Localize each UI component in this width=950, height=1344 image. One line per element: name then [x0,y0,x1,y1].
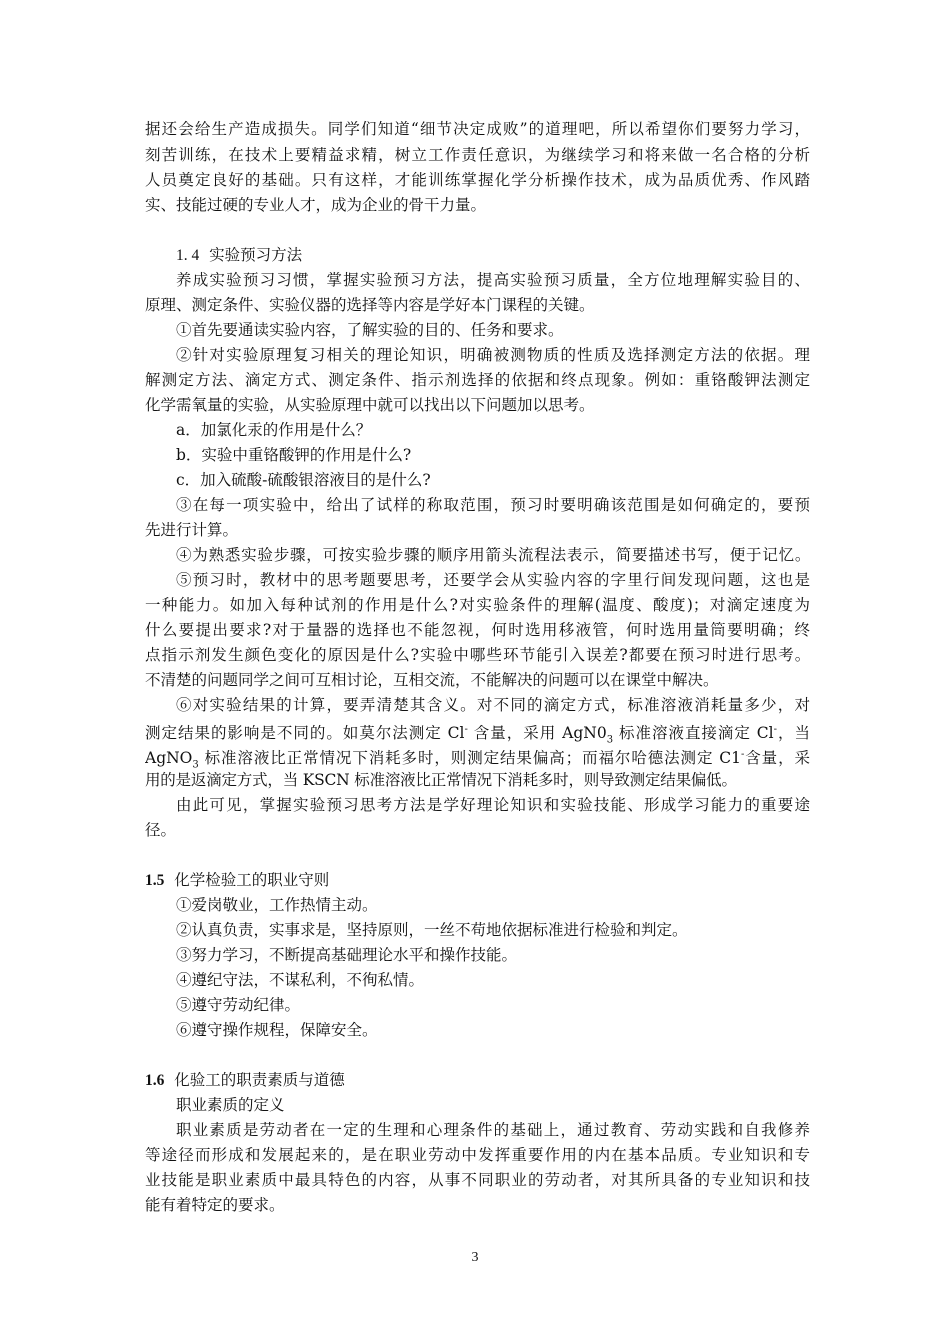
text-line: 实、技能过硬的专业人才，成为企业的骨干力量。 [145,196,487,214]
text-line: 据还会给生产造成损失。同学们知道“细节决定成败”的道理吧，所以希望你们要努力学习， [145,120,810,138]
text-line: 径。 [145,821,177,839]
subscript: 3 [606,734,614,746]
list-item: ②针对实验原理复习相关的理论知识，明确被测物质的性质及选择测定方法的依据。理 [176,346,810,364]
section-heading-1-4 [176,243,841,268]
section-number: 1.5 [145,872,165,889]
text-line: 能有着特定的要求。 [145,1196,285,1214]
text-line: 先进行计算。 [145,521,239,539]
subscript: 3 [192,759,199,771]
text-line: 业技能是职业素质中最具特色的内容，从事不同职业的劳动者，对其所具备的专业知识和技 [145,1171,810,1189]
text-run: 含量，采 [744,749,810,768]
text-line: 养成实验预习习惯，掌握实验预习方法，提高实验预习质量，全方位地理解实验目的、 [176,271,810,289]
text-line: 人员奠定良好的基础。只有这样，才能训练掌握化学分析操作技术，成为品质优秀、作风踏 [145,171,810,189]
section-heading-1-6 [145,1068,810,1093]
section-title: 化学检验工的职业守则 [174,871,330,889]
list-item: ④为熟悉实验步骤，可按实验步骤的顺序用箭头流程法表示，简要描述书写，便于记忆。 [176,546,810,564]
superscript: - [773,724,778,735]
list-item: ④遵纪守法，不谋私利，不徇私情。 [176,971,425,989]
superscript: - [464,724,468,735]
list-item: ⑤预习时，教材中的思考题要思考，还要学会从实验内容的字里行间发现问题，这也是 [176,571,810,589]
conclusion-line: 由此可见，掌握实验预习思考方法是学好理论知识和实验技能、形成学习能力的重要途 [176,796,810,814]
text-line: 什么要提出要求?对于量器的选择也不能忽视，何时选用移液管，何时选用量筒要明确；终 [145,621,810,639]
subheading: 职业素质的定义 [176,1096,285,1114]
text-line: 刻苦训练，在技术上要精益求精，树立工作责任意识，为继续学习和将来做一名合格的分析 [145,146,810,164]
superscript: - [740,749,745,760]
section-heading-1-5 [145,868,810,893]
text-run: 含量，采用 AgN0 [467,724,607,743]
list-item: ③在每一项实验中，给出了试样的称取范围，预习时要明确该范围是如何确定的，要预 [176,496,810,514]
text-line: 不清楚的问题同学之间可互相讨论，互相交流，不能解决的问题可以在课堂中解决。 [145,671,719,689]
question-b: b．实验中重铬酸钾的作用是什么? [176,446,412,464]
text-run: 标准溶液比正常情况下消耗多时，则测定结果偏高；而福尔哈德法测定 C1 [198,749,741,768]
text-line: 一种能力。如加入每种试剂的作用是什么?对实验条件的理解(温度、酸度)；对滴定速度为 [145,596,810,614]
list-item: ①首先要通读实验内容，了解实验的目的、任务和要求。 [176,321,564,339]
list-item: ③努力学习，不断提高基础理论水平和操作技能。 [176,946,518,964]
text-run: 测定结果的影响是不同的。如莫尔法测定 Cl [145,724,465,743]
section-number: 1. 4 [176,247,200,264]
text-run: ，当 [777,724,810,743]
page-number: 3 [471,1250,479,1265]
question-a: a．加氯化汞的作用是什么？ [176,421,372,439]
section-title: 实验预习方法 [209,246,303,264]
text-line: 原理、测定条件、实验仪器的选择等内容是学好本门课程的关键。 [145,296,595,314]
question-c: c．加入硫酸-硫酸银溶液目的是什么? [176,471,431,489]
list-item: ①爱岗敬业，工作热情主动。 [176,896,378,914]
text-line: 解测定方法、滴定方式、测定条件、指示剂选择的依据和终点现象。例如：重铬酸钾法测定 [145,371,810,389]
text-run: AgNO [145,749,193,768]
section-title: 化验工的职责素质与道德 [174,1071,345,1089]
section-number: 1.6 [145,1072,165,1089]
text-line: 等途径而形成和发展起来的，是在职业劳动中发挥重要作用的内在基本品质。专业知识和专 [145,1146,810,1164]
text-line: 用的是返滴定方式，当 KSCN 标准溶液比正常情况下消耗多时，则导致测定结果偏低。 [145,771,737,789]
list-item: ⑥遵守操作规程，保障安全。 [176,1021,378,1039]
list-item: ②认真负责，实事求是，坚持原则，一丝不苟地依据标准进行检验和判定。 [176,921,688,939]
text-run: 标准溶液直接滴定 Cl [613,724,774,743]
text-line: 点指示剂发生颜色变化的原因是什么?实验中哪些环节能引入误差?都要在预习时进行思考。 [145,646,810,664]
text-line: 职业素质是劳动者在一定的生理和心理条件的基础上，通过教育、劳动实践和自我修养 [176,1121,810,1139]
text-line: 化学需氧量的实验，从实验原理中就可以找出以下问题加以思考。 [145,396,595,414]
list-item: ⑤遵守劳动纪律。 [176,996,301,1014]
list-item: ⑥对实验结果的计算，要弄清楚其含义。对不同的滴定方式，标准溶液消耗量多少，对 [176,696,810,714]
